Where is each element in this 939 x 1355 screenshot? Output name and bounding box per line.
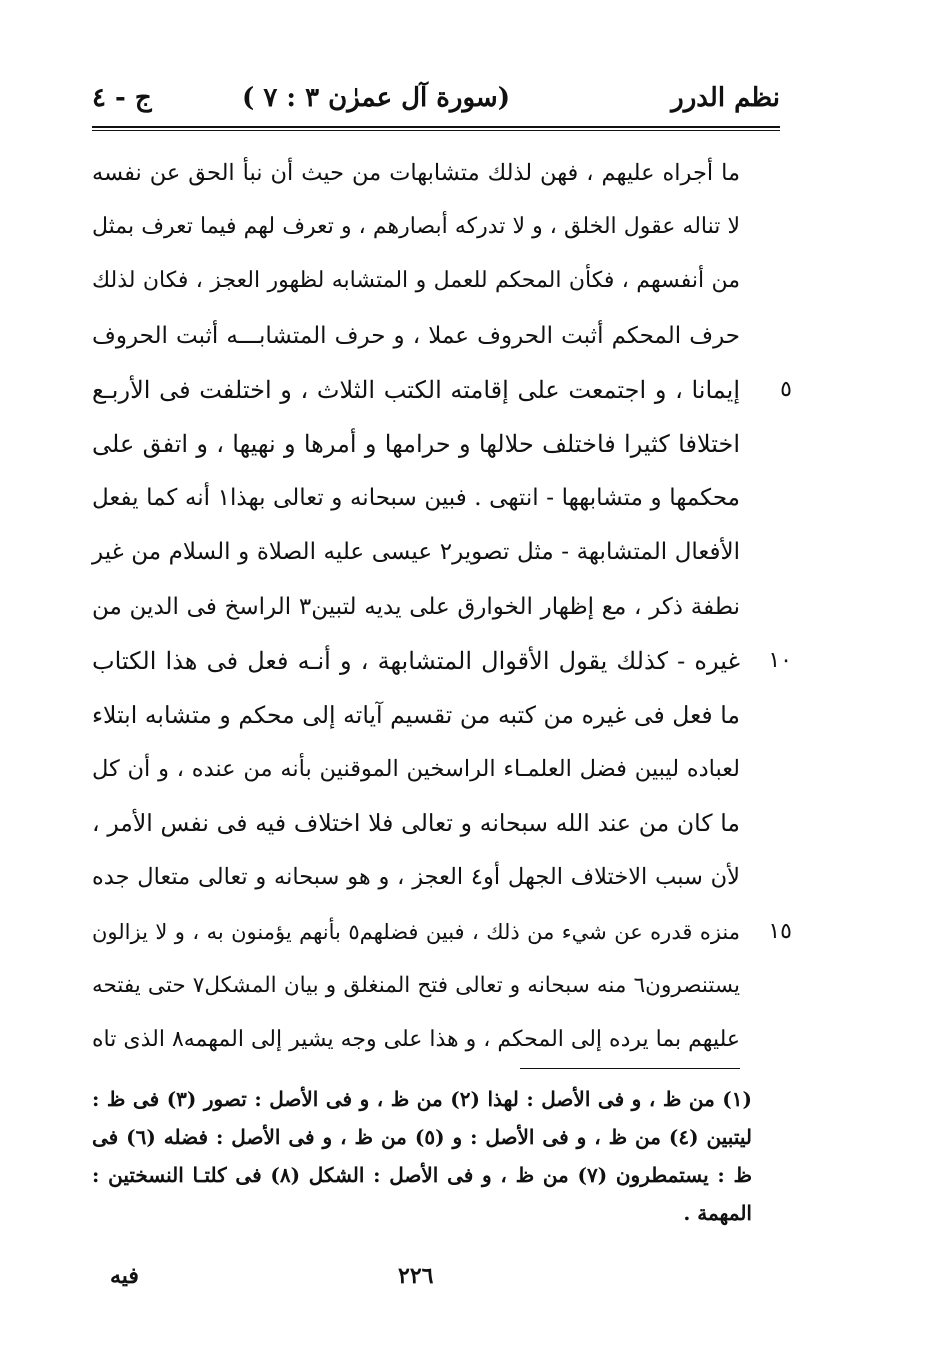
text-line: حرف المحكم أثبت الحروف عملا ، و حرف المتشابـــه أثبت الحروف — [92, 322, 740, 349]
line-number: ٥ — [780, 376, 792, 402]
text-line: ١٥ منزه قدره عن شيء من ذلك ، فبين فضلهم٥ بأنهم يؤمنون به ، و لا يزالون — [92, 905, 740, 959]
text-line: عليهم بما يرده إلى المحكم ، و هذا على وجه يشير إلى المهمه٨ الذى تاه — [92, 1027, 740, 1052]
catchword: فيه — [110, 1263, 139, 1289]
text-line: لا تناله عقول الخلق ، و لا تدركه أبصارهم ، و تعرف لهم فيما تعرف بمثل — [92, 214, 740, 240]
footnote-line: ظ : يستمطرون (٧) من ظ ، و فى الأصل : الشكل (٨) فى كلتـا النسختين : — [92, 1163, 752, 1187]
text-line: نطفة ذكر ، مع إظهار الخوارق على يديه لتبين٣ الراسخ فى الدين من — [92, 593, 741, 620]
main-text — [92, 146, 792, 1067]
volume-number: ج - ٤ — [92, 83, 152, 113]
text-line: ما كان من عند الله سبحانه و تعالى فلا اختلاف فيه فى نفس الأمر ، — [92, 809, 740, 838]
line-number: ١٥ — [768, 918, 792, 944]
footnote-rule — [520, 1068, 740, 1069]
footnote-line: (١) من ظ ، و فى الأصل : لهذا (٢) من ظ ، و فى الأصل : تصور (٣) فى ظ : — [92, 1087, 752, 1111]
footnote-line: المهمة . — [683, 1201, 752, 1225]
line-number: ١٠ — [768, 647, 792, 673]
footnotes — [92, 1080, 752, 1232]
text-line: اختلافا كثيرا فاختلف حلالها و حرامها و أمرها و نهيها ، و اتفق على — [92, 429, 740, 458]
book-title: نظم الدرر — [671, 83, 780, 113]
running-header — [92, 78, 780, 118]
text-line: ما فعل فى غيره من كتبه من تقسيم آياته إلى محكم و متشابه ابتلاء — [92, 700, 740, 729]
page-number: ٢٢٦ — [398, 1263, 434, 1289]
text-line: يستنصرون٦ منه سبحانه و تعالى فتح المنغلق و بيان المشكل٧ حتى يفتحه — [92, 972, 740, 998]
text-line: ٥ إيمانا ، و اجتمعت على إقامته الكتب الثلاث ، و اختلفت فى الأربـع — [92, 363, 740, 417]
text-line: لعباده ليبين فضل العلمـاء الراسخين الموقنين بأنه من عنده ، و أن كل — [92, 756, 740, 783]
footnote-line: ليتبين (٤) من ظ ، و فى الأصل : و (٥) من ظ ، و فى الأصل : فضله (٦) فى — [92, 1125, 753, 1149]
text-line: من أنفسهم ، فكأن المحكم للعمل و المتشابه لظهور العجز ، فكان لذلك — [92, 268, 740, 294]
page-footer — [92, 1258, 780, 1294]
surah-reference: (سورة آل عمرٰن ٣ : ٧ ) — [242, 83, 510, 113]
header-rule — [92, 126, 780, 131]
text-line: ما أجراه عليهم ، فهن لذلك متشابهات من حيث أن نبأ الحق عن نفسه — [92, 160, 740, 186]
text-line: لأن سبب الاختلاف الجهل أو٤ العجز ، و هو سبحانه و تعالى متعال جده — [92, 864, 740, 891]
text-line: ١٠ غيره - كذلك يقول الأقوال المتشابهة ، و أنـه فعل فى هذا الكتاب — [92, 634, 740, 688]
text-line: محكمها و متشابهها - انتهى . فبين سبحانه و تعالى بهذا١ أنه كما يفعل — [92, 485, 740, 512]
text-line: الأفعال المتشابهة - مثل تصوير٢ عيسى عليه الصلاة و السلام من غير — [92, 539, 741, 566]
